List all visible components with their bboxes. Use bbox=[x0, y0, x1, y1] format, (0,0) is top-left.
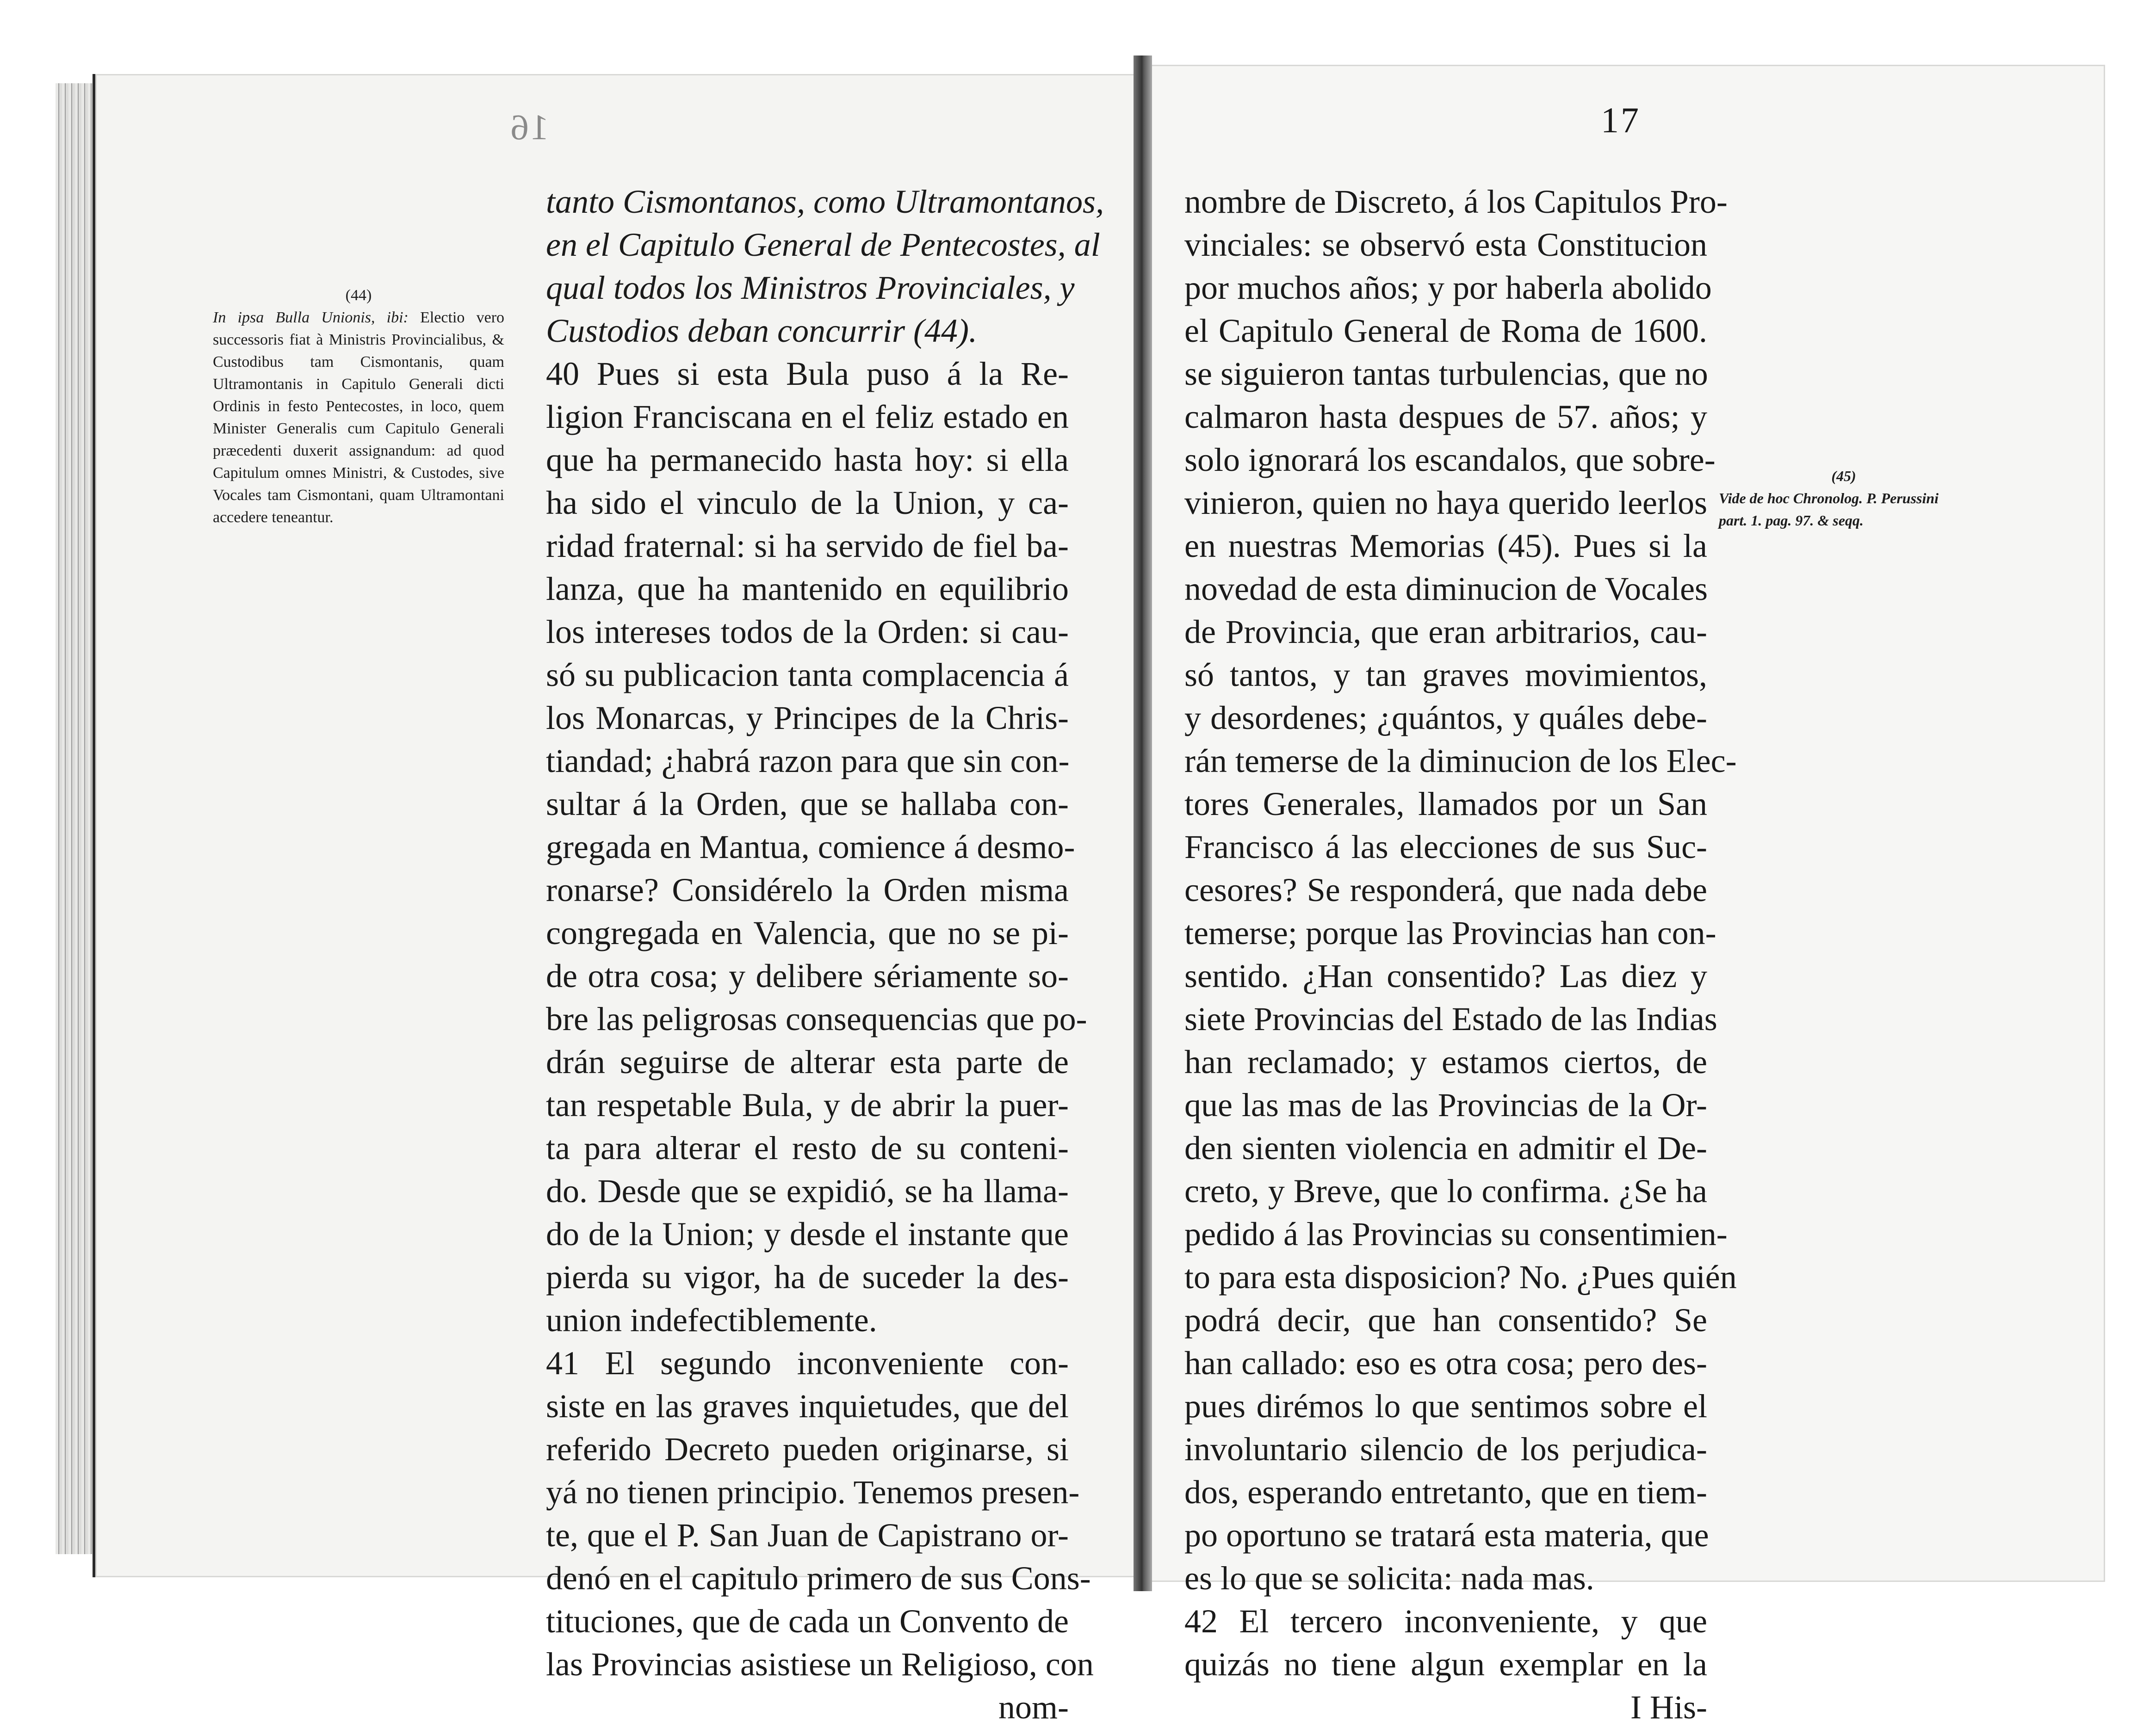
text-line: han reclamado; y estamos ciertos, de bbox=[1184, 1044, 1707, 1081]
text-line: rán temerse de la diminucion de los Elec- bbox=[1184, 742, 1737, 779]
text-line: siete Provincias del Estado de las Indias bbox=[1184, 1000, 1717, 1037]
text-line: bre las peligrosas consequencias que po- bbox=[546, 1000, 1087, 1037]
catchword: nom- bbox=[998, 1689, 1069, 1726]
footnote-marker: (45) bbox=[1831, 468, 1856, 484]
text-line: novedad de esta diminucion de Vocales bbox=[1184, 570, 1708, 607]
text-line: solo ignorará los escandalos, que sobre- bbox=[1184, 441, 1716, 478]
text-line: ta para alterar el resto de su conteni- bbox=[546, 1130, 1069, 1167]
text-line: sultar á la Orden, que se hallaba con- bbox=[546, 785, 1069, 822]
text-line: que ha permanecido hasta hoy: si ella bbox=[546, 441, 1069, 478]
text-line: vinieron, quien no haya querido leerlos bbox=[1184, 484, 1707, 521]
text-line: ronarse? Considérelo la Orden misma bbox=[546, 871, 1069, 908]
text-line: han callado: eso es otra cosa; pero des- bbox=[1184, 1345, 1707, 1382]
text-line: ligion Franciscana en el feliz estado en bbox=[546, 398, 1069, 435]
right-text-column bbox=[1184, 180, 1737, 1729]
text-line: nombre de Discreto, á los Capitulos Pro- bbox=[1184, 183, 1728, 220]
text-line: podrá decir, que han consentido? Se bbox=[1184, 1302, 1707, 1339]
text-line: tanto Cismontanos, como Ultramontanos, bbox=[546, 183, 1104, 220]
text-line: Francisco á las elecciones de sus Suc- bbox=[1184, 828, 1707, 865]
text-line: po oportuno se tratará esta materia, que bbox=[1184, 1517, 1709, 1554]
text-line: cesores? Se responderá, que nada debe bbox=[1184, 871, 1707, 908]
text-line: 42 El tercero inconveniente, y que bbox=[1184, 1603, 1707, 1640]
text-line: por muchos años; y por haberla abolido bbox=[1184, 269, 1712, 306]
text-line: pierda su vigor, ha de suceder la des- bbox=[546, 1259, 1069, 1296]
text-line: sentido. ¿Han consentido? Las diez y bbox=[1184, 957, 1707, 994]
text-line: y desordenes; ¿quántos, y quáles debe- bbox=[1184, 699, 1707, 736]
text-line: referido Decreto pueden originarse, si bbox=[546, 1431, 1069, 1468]
text-line: calmaron hasta despues de 57. años; y bbox=[1184, 398, 1707, 435]
signature-and-catchword: I His- bbox=[1630, 1689, 1707, 1726]
footnote-lead: In ipsa Bulla Unionis, ibi: bbox=[213, 309, 409, 326]
text-line: en el Capitulo General de Pentecostes, al bbox=[546, 226, 1100, 263]
text-line: vinciales: se observó esta Constitucion bbox=[1184, 226, 1707, 263]
text-line: pues dirémos lo que sentimos sobre el bbox=[1184, 1388, 1707, 1425]
text-line: te, que el P. San Juan de Capistrano or- bbox=[546, 1517, 1069, 1554]
text-line: do. Desde que se expidió, se ha llama- bbox=[546, 1173, 1069, 1210]
text-line: es lo que se solicita: nada mas. bbox=[1184, 1560, 1594, 1597]
text-line: só tantos, y tan graves movimientos, bbox=[1184, 656, 1707, 693]
text-line: que las mas de las Provincias de la Or- bbox=[1184, 1087, 1707, 1124]
text-line: Custodios deban concurrir (44). bbox=[546, 312, 977, 349]
text-line: tituciones, que de cada un Convento de bbox=[546, 1603, 1069, 1640]
right-page-number: 17 bbox=[1601, 100, 1641, 140]
text-line: congregada en Valencia, que no se pi- bbox=[546, 914, 1069, 951]
text-line: ha sido el vinculo de la Union, y ca- bbox=[546, 484, 1069, 521]
text-line: tan respetable Bula, y de abrir la puer- bbox=[546, 1087, 1069, 1124]
text-line: las Provincias asistiese un Religioso, con bbox=[546, 1646, 1094, 1683]
text-line: dos, esperando entretanto, que en tiem- bbox=[1184, 1474, 1707, 1511]
text-line: pedido á las Provincias su consentimien- bbox=[1184, 1216, 1728, 1253]
text-line: creto, y Breve, que lo confirma. ¿Se ha bbox=[1184, 1173, 1707, 1210]
text-line: temerse; porque las Provincias han con- bbox=[1184, 914, 1716, 951]
text-line: involuntario silencio de los perjudica- bbox=[1184, 1431, 1707, 1468]
text-line: se siguieron tantas turbulencias, que no bbox=[1184, 355, 1708, 392]
text-line: 41 El segundo inconveniente con- bbox=[546, 1345, 1069, 1382]
text-line: tores Generales, llamados por un San bbox=[1184, 785, 1707, 822]
text-line: tiandad; ¿habrá razon para que sin con- bbox=[546, 742, 1070, 779]
text-line: los Monarcas, y Principes de la Chris- bbox=[546, 699, 1069, 736]
left-page-number: 16 bbox=[509, 107, 549, 147]
text-line: de Provincia, que eran arbitrarios, cau- bbox=[1184, 613, 1707, 650]
footnote-text: Vide de hoc Chronolog. P. Perussini part. 1. pag. 97. & seqq. bbox=[1719, 490, 1939, 529]
text-line: qual todos los Ministros Provinciales, y bbox=[546, 269, 1075, 306]
footnote-marker: (44) bbox=[345, 287, 372, 304]
book-gutter bbox=[1134, 56, 1152, 1591]
left-text-column bbox=[546, 180, 1104, 1729]
text-line: el Capitulo General de Roma de 1600. bbox=[1184, 312, 1707, 349]
text-line: quizás no tiene algun exemplar en la bbox=[1184, 1646, 1707, 1683]
text-line: só su publicacion tanta complacencia á bbox=[546, 656, 1069, 693]
text-line: union indefectiblemente. bbox=[546, 1302, 877, 1339]
text-line: en nuestras Memorias (45). Pues si la bbox=[1184, 527, 1707, 564]
text-line: drán seguirse de alterar esta parte de bbox=[546, 1044, 1069, 1081]
text-line: gregada en Mantua, comience á desmo- bbox=[546, 828, 1075, 865]
text-line: yá no tienen principio. Tenemos presen- bbox=[546, 1474, 1080, 1511]
text-line: den sienten violencia en admitir el De- bbox=[1184, 1130, 1707, 1167]
footnote-44 bbox=[213, 284, 504, 529]
text-line: siste en las graves inquietudes, que del bbox=[546, 1388, 1069, 1425]
text-line: denó en el capitulo primero de sus Cons- bbox=[546, 1560, 1091, 1597]
text-line: lanza, que ha mantenido en equilibrio bbox=[546, 570, 1069, 607]
text-line: to para esta disposicion? No. ¿Pues quién bbox=[1184, 1259, 1737, 1296]
text-line: ridad fraternal: si ha servido de fiel ba- bbox=[546, 527, 1069, 564]
text-line: de otra cosa; y delibere sériamente so- bbox=[546, 957, 1069, 994]
footnote-text: Electio vero successoris fiat à Ministris Provincialibus, & Custodibus tam Cismontanis, quam Ultramontanis in Capitulo Generali dicti Ordinis in festo Pentecostes, in loco, quem Minister Generalis cum Capitulo Generali præcedenti duxerit assignandum: ad quod Capitulum omnes Ministri, & Custodes, sive Vocales tam Cismontani, quam Ultramontani accedere teneantur. bbox=[213, 309, 505, 526]
text-line: do de la Union; y desde el instante que bbox=[546, 1216, 1069, 1253]
text-line: los intereses todos de la Orden: si cau- bbox=[546, 613, 1069, 650]
footnote-45 bbox=[1719, 465, 1969, 531]
text-line: 40 Pues si esta Bula puso á la Re- bbox=[546, 355, 1069, 392]
